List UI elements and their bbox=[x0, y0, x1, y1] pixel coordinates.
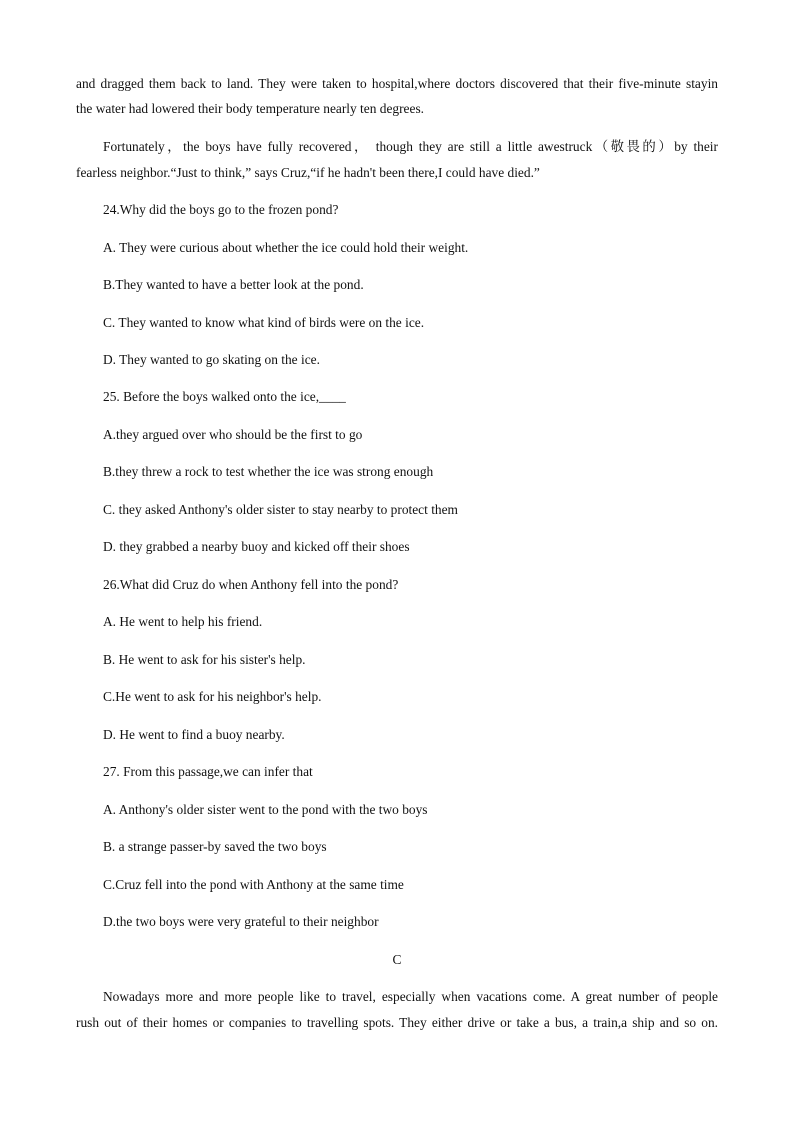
question-27-option-d: D.the two boys were very grateful to their neighbor bbox=[103, 914, 379, 929]
passage-b-line-1: and dragged them back to land. They were taken to hospital,where doctors discovered that their five-minute stayin bbox=[76, 76, 718, 91]
section-c-line-1: Nowadays more and more people like to travel, especially when vacations come. A great number of people bbox=[103, 989, 718, 1004]
question-26-option-a: A. He went to help his friend. bbox=[103, 614, 263, 629]
question-26-option-b: B. He went to ask for his sister's help. bbox=[103, 652, 306, 667]
question-24-option-d: D. They wanted to go skating on the ice. bbox=[103, 352, 320, 367]
question-25-option-c: C. they asked Anthony's older sister to stay nearby to protect them bbox=[103, 502, 458, 517]
question-24-stem: 24.Why did the boys go to the frozen pond? bbox=[103, 202, 339, 217]
question-25-stem: 25. Before the boys walked onto the ice,____ bbox=[103, 389, 346, 404]
question-24-option-a: A. They were curious about whether the ice could hold their weight. bbox=[103, 240, 469, 255]
question-25-option-a: A.they argued over who should be the first to go bbox=[103, 427, 363, 442]
question-25-option-d: D. they grabbed a nearby buoy and kicked off their shoes bbox=[103, 539, 410, 554]
question-24-option-c: C. They wanted to know what kind of birds were on the ice. bbox=[103, 315, 425, 330]
question-27-stem: 27. From this passage,we can infer that bbox=[103, 764, 313, 779]
question-27-option-c: C.Cruz fell into the pond with Anthony at the same time bbox=[103, 877, 404, 892]
section-c-line-2: rush out of their homes or companies to travelling spots. They either drive or take a bus, a train,a ship and so on. bbox=[76, 1015, 718, 1030]
question-26-option-d: D. He went to find a buoy nearby. bbox=[103, 727, 285, 742]
section-c-heading: C bbox=[392, 952, 402, 967]
passage-b-line-4: fearless neighbor.“Just to think,” says Cruz,“if he hadn't been there,I could have died.” bbox=[76, 165, 540, 180]
question-27-option-a: A. Anthony's older sister went to the pond with the two boys bbox=[103, 802, 428, 817]
question-27-option-b: B. a strange passer-by saved the two boys bbox=[103, 839, 327, 854]
question-24-option-b: B.They wanted to have a better look at the pond. bbox=[103, 277, 364, 292]
question-25-option-b: B.they threw a rock to test whether the ice was strong enough bbox=[103, 464, 434, 479]
question-26-option-c: C.He went to ask for his neighbor's help. bbox=[103, 689, 322, 704]
passage-b-line-3: Fortunately，the boys have fully recovered， though they are still a little awestruck（敬畏的）by their bbox=[103, 139, 718, 154]
passage-b-line-2: the water had lowered their body temperature nearly ten degrees. bbox=[76, 101, 424, 116]
question-26-stem: 26.What did Cruz do when Anthony fell into the pond? bbox=[103, 577, 399, 592]
